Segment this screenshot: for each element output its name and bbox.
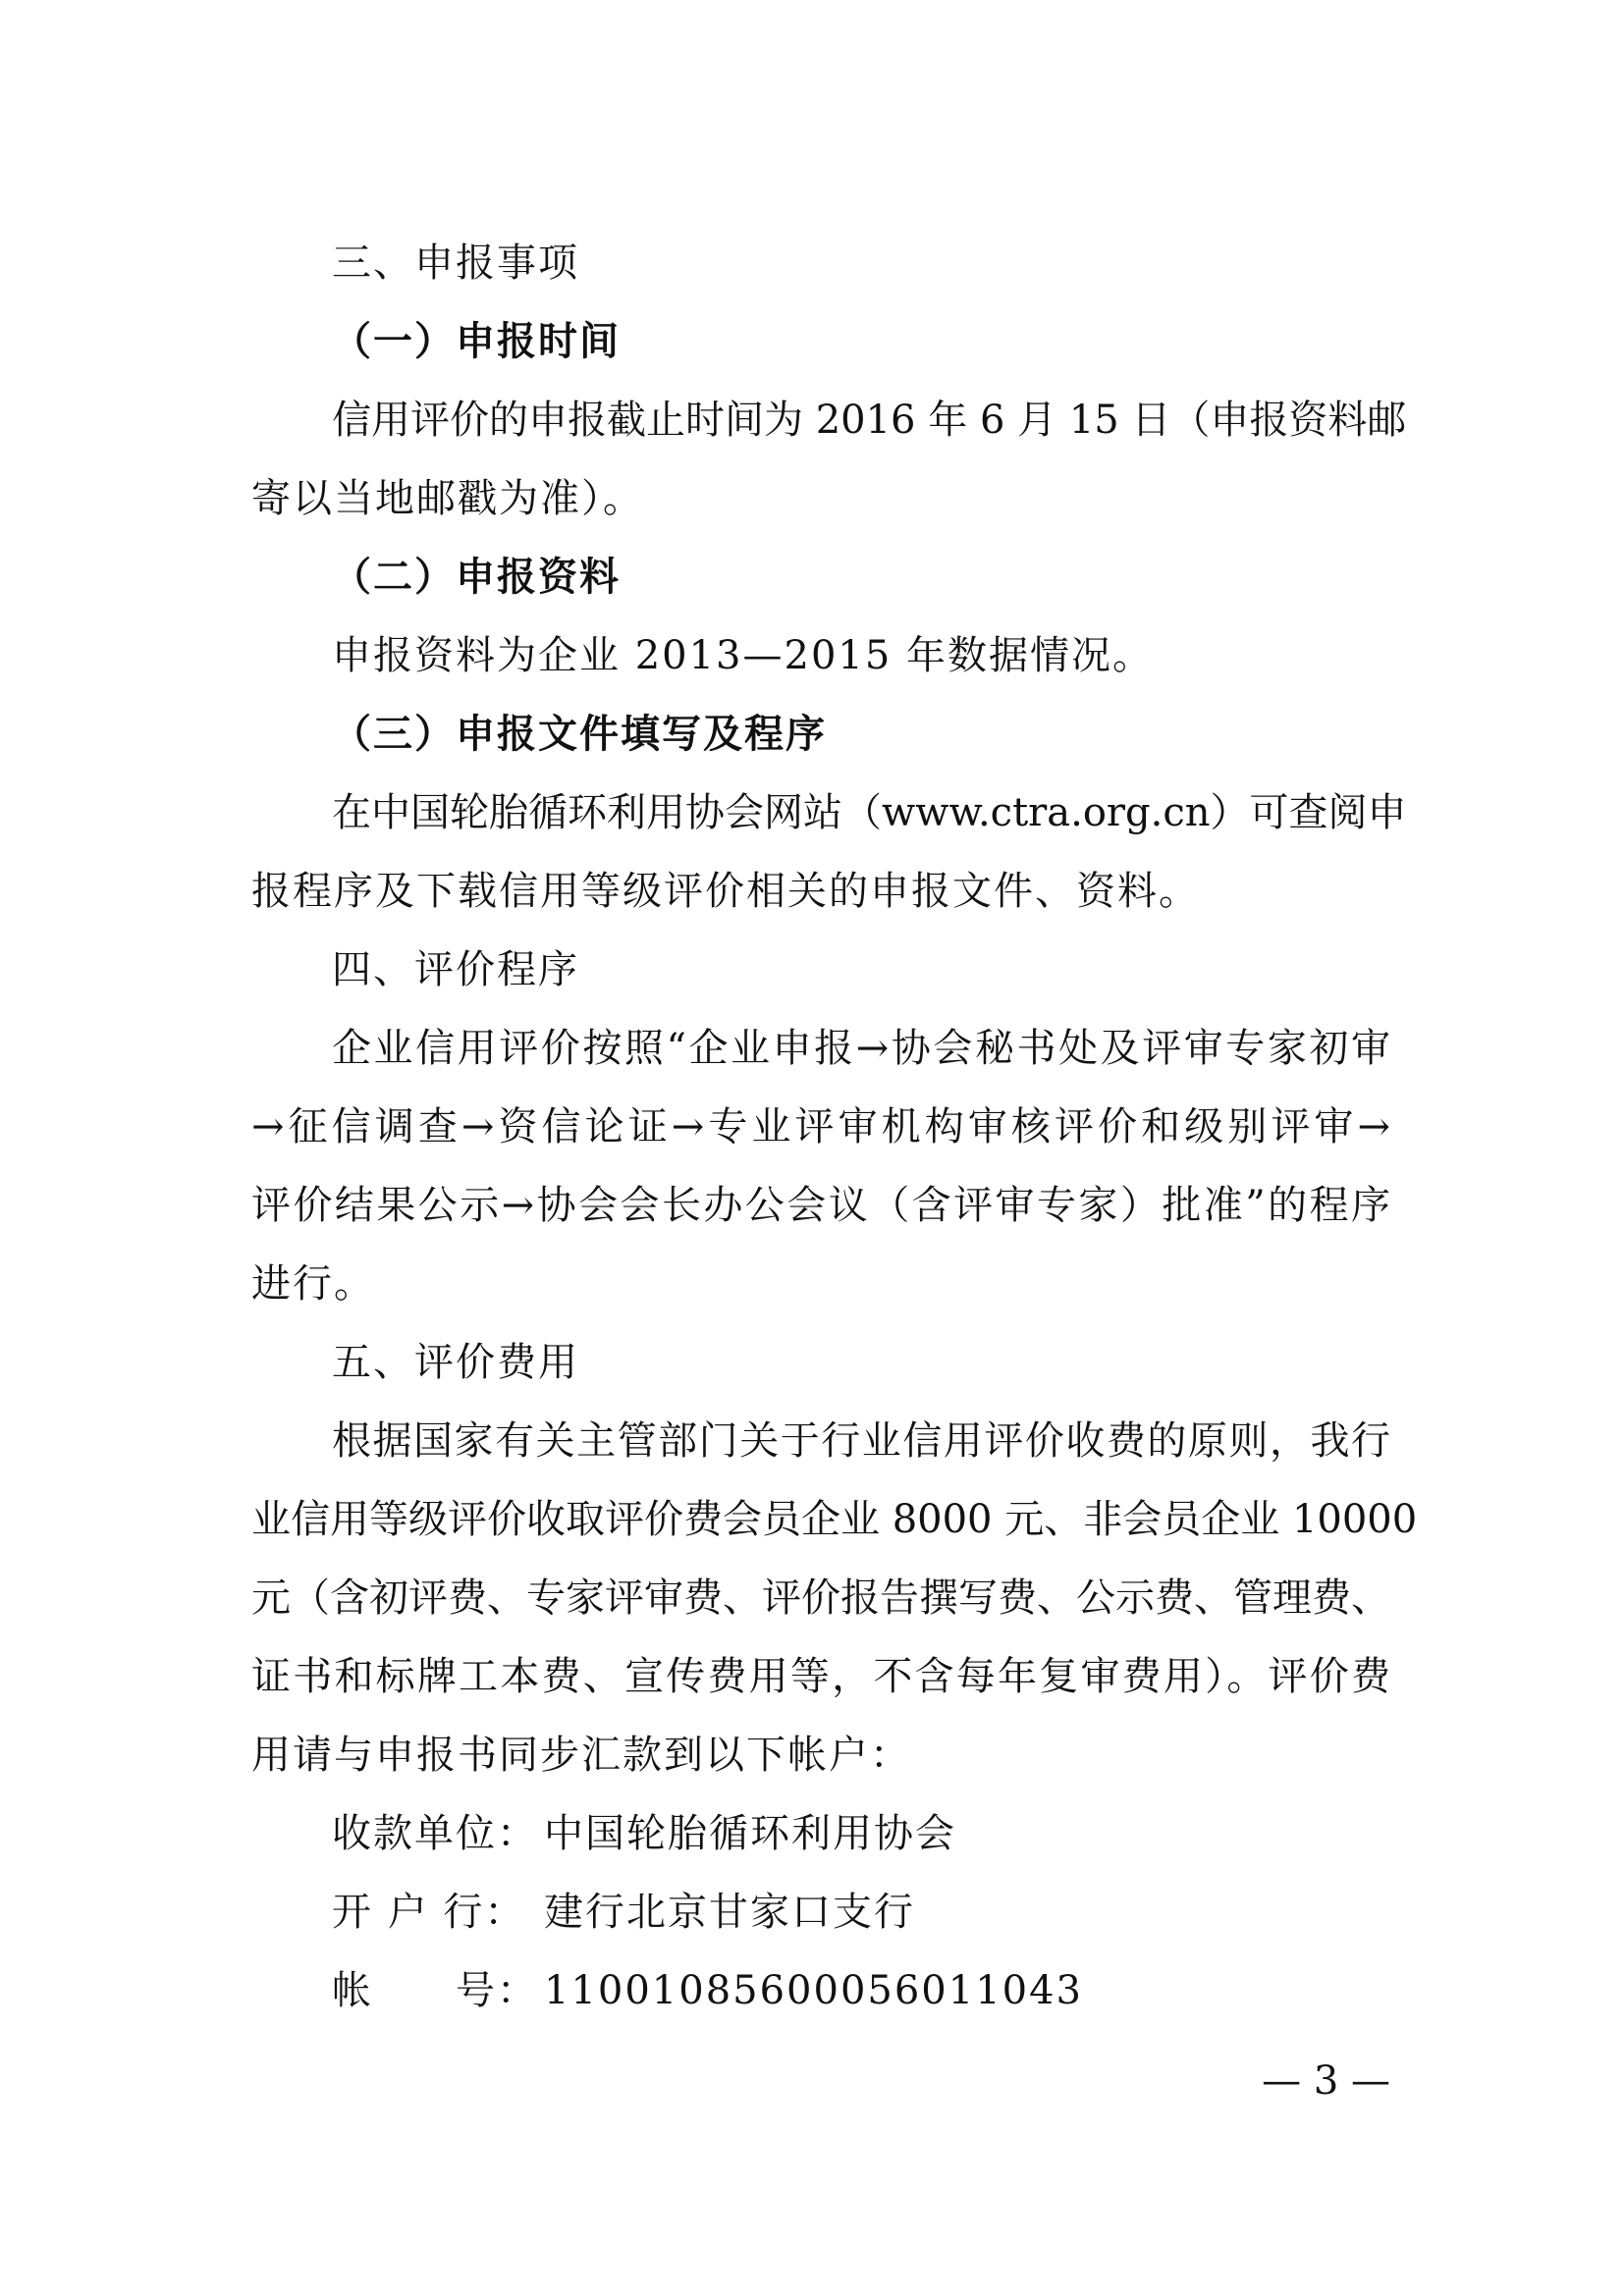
- subheading-declaration-procedure: （三）申报文件填写及程序: [332, 712, 827, 757]
- account-row-bank: [332, 1883, 1314, 1942]
- account-label: 帐 号：: [332, 1968, 538, 2013]
- paragraph-line: 元（含初评费、专家评审费、评价报告撰写费、公示费、管理费、: [251, 1575, 1390, 1621]
- account-row-number: [332, 1961, 1314, 2020]
- account-value: 建行北京甘家口支行: [544, 1890, 915, 1935]
- section-heading-evaluation-fees: 五、评价费用: [332, 1340, 579, 1385]
- paragraph-line: 评价结果公示→协会会长办公会议（含评审专家）批准”的程序: [251, 1183, 1390, 1228]
- account-value: 11001085600056011043: [544, 1968, 1083, 2013]
- paragraph-line: 在中国轮胎循环利用协会网站（www.ctra.org.cn）可查阅申: [332, 790, 1407, 835]
- paragraph-line: 进行。: [251, 1261, 375, 1307]
- paragraph-line: 证书和标牌工本费、宣传费用等，不含每年复审费用）。评价费: [251, 1654, 1390, 1699]
- account-label: 开 户 行：: [332, 1890, 526, 1935]
- account-value: 中国轮胎循环利用协会: [544, 1811, 956, 1856]
- paragraph-line: 信用评价的申报截止时间为 2016 年 6 月 15 日（申报资料邮: [332, 398, 1407, 443]
- paragraph-line: 用请与申报书同步汇款到以下帐户：: [251, 1733, 911, 1778]
- section-heading-declaration: 三、申报事项: [332, 240, 579, 286]
- subheading-declaration-materials: （二）申报资料: [332, 555, 621, 600]
- page-number: — 3 —: [1262, 2058, 1390, 2104]
- subheading-declaration-time: （一）申报时间: [332, 319, 621, 364]
- account-row-payee: [332, 1804, 1314, 1863]
- paragraph-line: →征信调查→资信论证→专业评审机构审核评价和级别评审→: [251, 1104, 1390, 1149]
- account-label: 收款单位：: [332, 1811, 538, 1856]
- paragraph-line: 报程序及下载信用等级评价相关的申报文件、资料。: [251, 869, 1200, 914]
- paragraph-line: 申报资料为企业 2013—2015 年数据情况。: [332, 633, 1155, 678]
- paragraph-line: 根据国家有关主管部门关于行业信用评价收费的原则，我行: [332, 1418, 1390, 1464]
- paragraph-line: 寄以当地邮戳为准）。: [251, 476, 644, 521]
- paragraph-line: 企业信用评价按照“企业申报→协会秘书处及评审专家初审: [332, 1026, 1390, 1071]
- section-heading-evaluation-procedure: 四、评价程序: [332, 947, 579, 992]
- paragraph-line: 业信用等级评价收取评价费会员企业 8000 元、非会员企业 10000: [251, 1497, 1418, 1542]
